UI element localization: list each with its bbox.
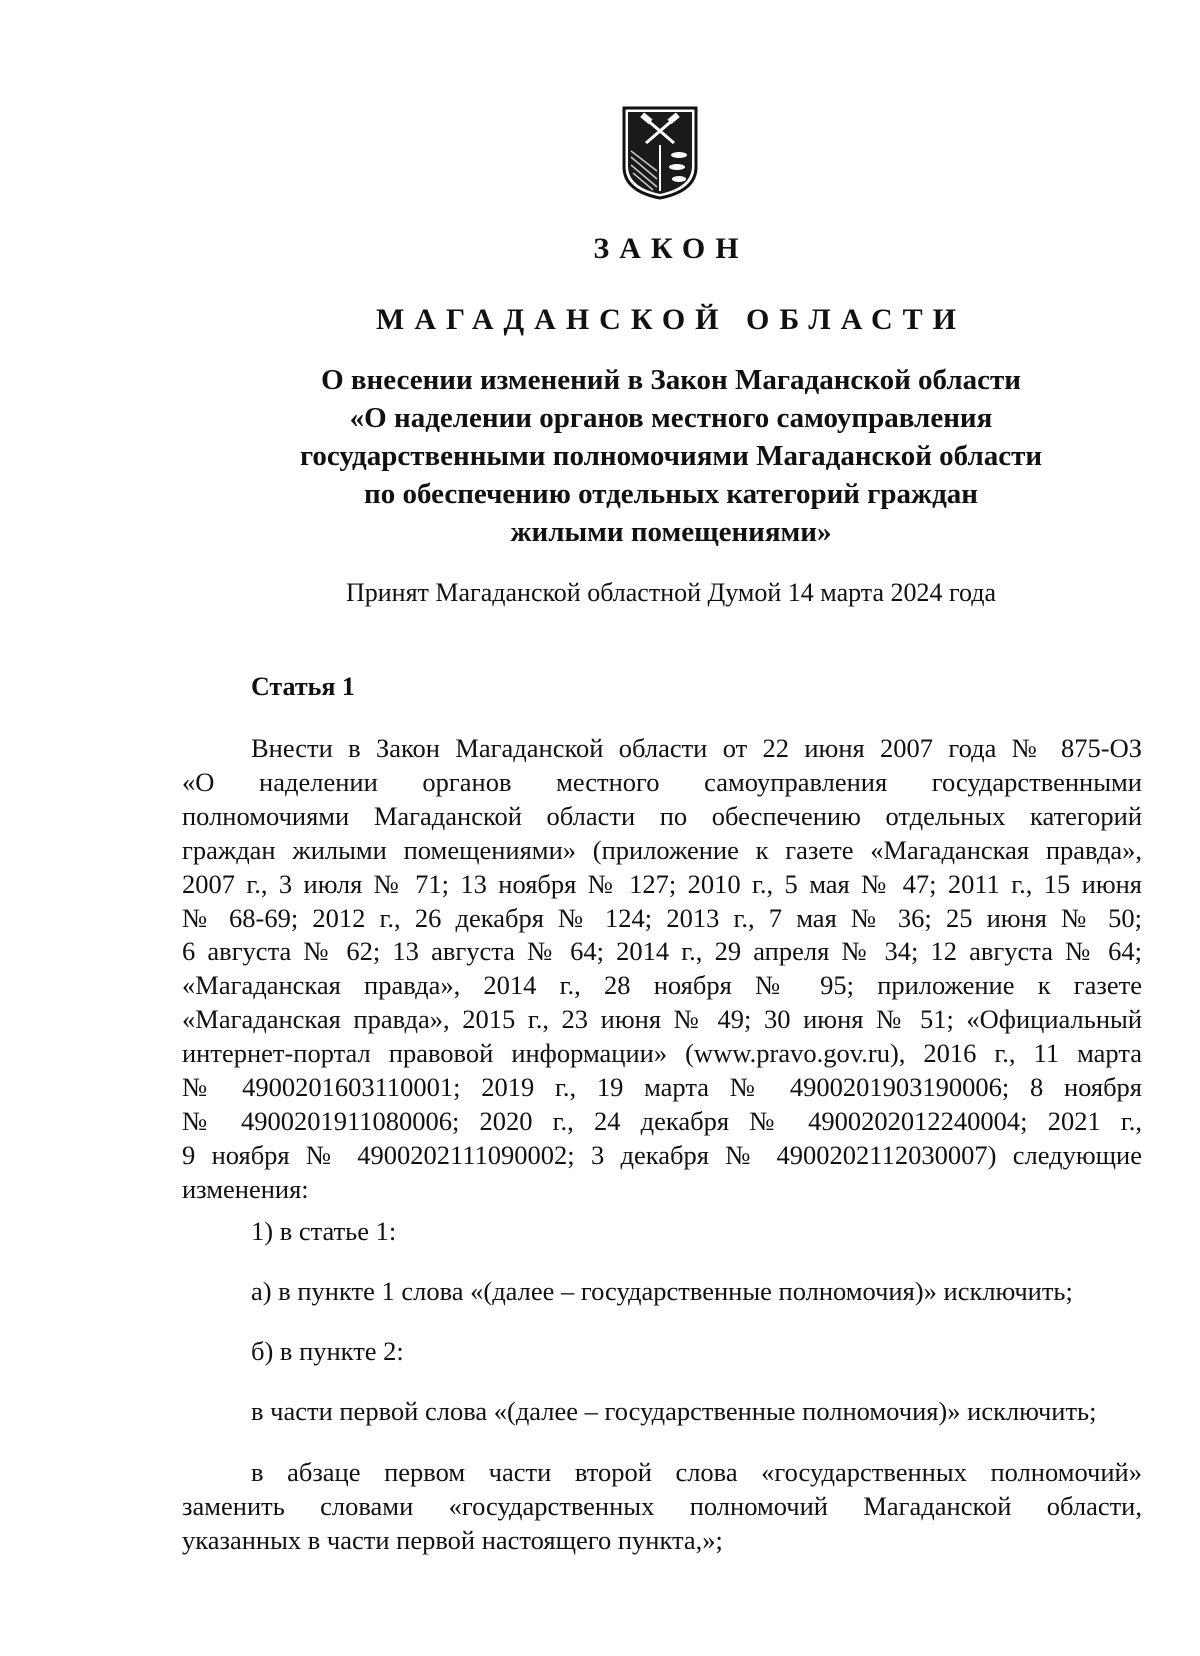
paragraph-line: в абзаце первом части второй слова «государственных полномочий»	[251, 1457, 1142, 1487]
paragraph-line: указанных в части первой настоящего пункта,»;	[182, 1524, 723, 1555]
article-heading: Статья 1	[251, 672, 355, 701]
amendment-paragraph	[182, 1456, 1142, 1558]
adoption-statement: Принят Магаданской областной Думой 14 марта 2024 года	[345, 578, 997, 607]
paragraph-line: «Магаданская правда», 2014 г., 28 ноября № 95; приложение к газете	[182, 970, 1142, 1001]
region-heading: МАГАДАНСКОЙ ОБЛАСТИ	[376, 303, 966, 336]
paragraph-line: «О наделении органов местного самоуправления государственными	[182, 766, 1142, 797]
paragraph-line: заменить словами «государственных полномочий Магаданской области,	[182, 1490, 1142, 1521]
article-intro-paragraph	[182, 732, 1142, 1207]
list-item: б) в пункте 2:	[251, 1336, 404, 1366]
law-title-line: «О наделении органов местного самоуправления	[349, 402, 993, 434]
paragraph-line: № 4900201603110001; 2019 г., 19 марта № 4900201903190006; 8 ноября	[182, 1072, 1142, 1103]
paragraph-line: интернет-портал правовой информации» (www.pravo.gov.ru), 2016 г., 11 марта	[182, 1038, 1142, 1069]
law-title-line: по обеспечению отдельных категорий граждан	[364, 478, 978, 510]
paragraph-line: полномочиями Магаданской области по обеспечению отдельных категорий	[182, 800, 1142, 831]
paragraph-line: Внести в Закон Магаданской области от 22 июня 2007 года № 875-ОЗ	[251, 733, 1142, 763]
list-item: в части первой слова «(далее – государственные полномочия)» исключить;	[251, 1396, 1097, 1426]
paragraph-line: № 4900201911080006; 2020 г., 24 декабря № 4900202012240004; 2021 г.,	[182, 1105, 1142, 1136]
paragraph-line: 9 ноября № 4900202111090002; 3 декабря № 4900202112030007) следующие	[182, 1139, 1142, 1170]
paragraph-line: изменения:	[182, 1173, 309, 1204]
law-title-line: О внесении изменений в Закон Магаданской области	[321, 364, 1021, 396]
paragraph-line: 6 августа № 62; 13 августа № 64; 2014 г., 29 апреля № 34; 12 августа № 64;	[182, 936, 1142, 967]
law-heading: ЗАКОН	[593, 232, 749, 265]
law-title-line: государственными полномочиями Магаданской области	[299, 440, 1043, 472]
paragraph-line: граждан жилыми помещениями» (приложение к газете «Магаданская правда»,	[182, 834, 1142, 865]
paragraph-line: № 68-69; 2012 г., 26 декабря № 124; 2013 г., 7 мая № 36; 25 июня № 50;	[182, 902, 1142, 933]
paragraph-line: «Магаданская правда», 2015 г., 23 июня № 49; 30 июня № 51; «Официальный	[182, 1004, 1142, 1035]
law-title-line: жилыми помещениями»	[510, 516, 832, 548]
list-item: 1) в статье 1:	[251, 1216, 397, 1246]
paragraph-line: 2007 г., 3 июля № 71; 13 ноября № 127; 2010 г., 5 мая № 47; 2011 г., 15 июня	[182, 868, 1142, 899]
coat-of-arms-icon	[621, 105, 699, 201]
list-item: а) в пункте 1 слова «(далее – государственные полномочия)» исключить;	[251, 1276, 1073, 1306]
